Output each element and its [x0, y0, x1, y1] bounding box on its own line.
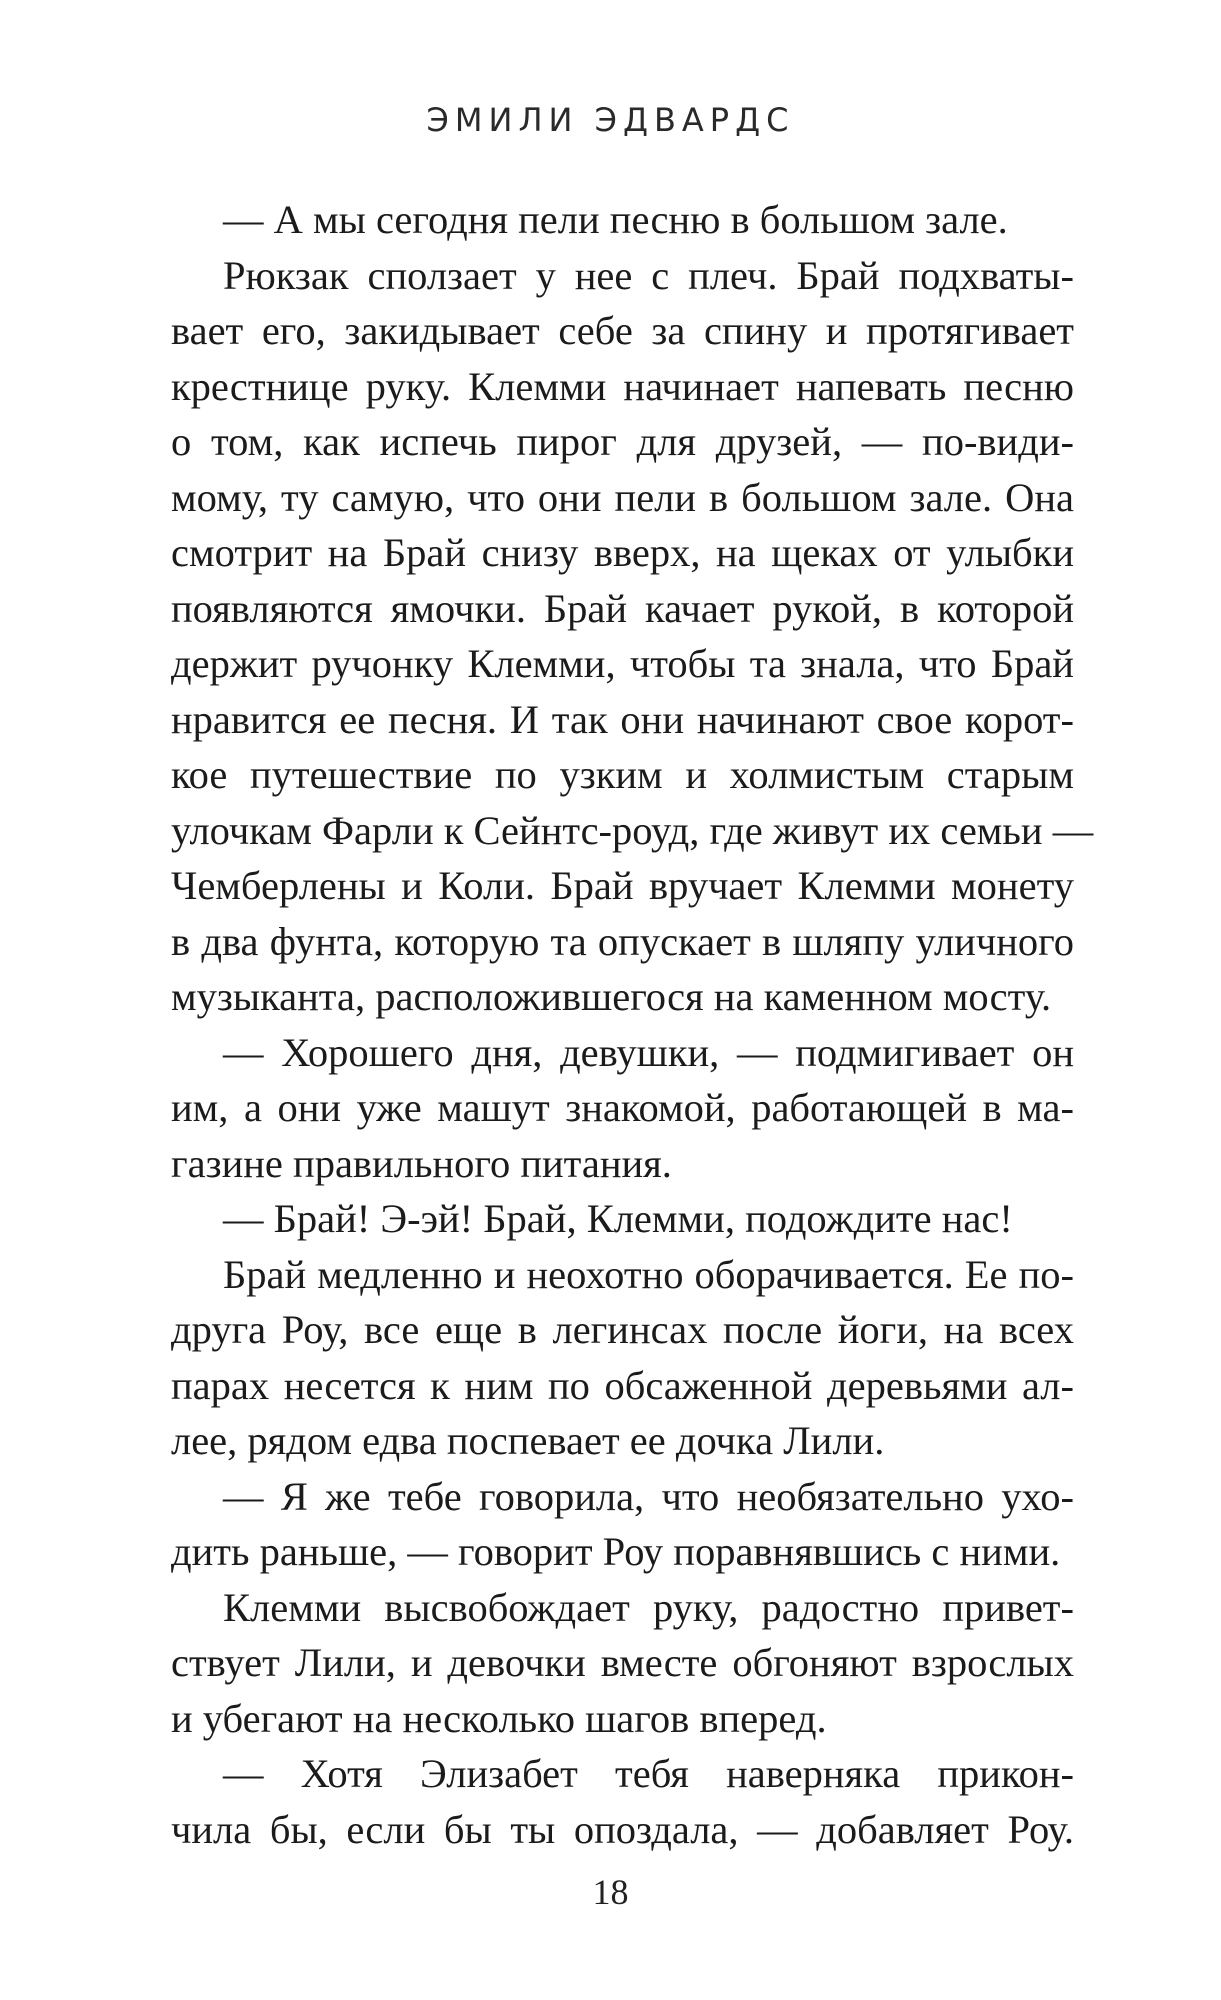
text-line: крестнице руку. Клемми начинает напевать песню — [171, 363, 1074, 409]
text-line: им, а они уже машут знакомой, работающей в ма- — [171, 1085, 1074, 1130]
running-head: ЭМИЛИ ЭДВАРДС — [426, 101, 795, 139]
text-line: мому, ту самую, что они пели в большом зале. Она — [171, 474, 1074, 520]
text-line: чила бы, если бы ты опоздала, — добавляет Роу. — [171, 1806, 1074, 1852]
text-line: дить раньше, — говорит Роу поравнявшись с ними. — [171, 1529, 1061, 1574]
page-number: 18 — [592, 1872, 629, 1912]
text-line: — Хотя Элизабет тебя наверняка прикон- — [223, 1751, 1074, 1796]
text-line: о том, как испечь пирог для друзей, — по-види- — [171, 419, 1074, 464]
text-line: Чемберлены и Коли. Брай вручает Клемми монету — [171, 863, 1074, 908]
text-line: в два фунта, которую та опускает в шляпу уличного — [171, 918, 1074, 964]
text-line: вает его, закидывает себе за спину и протягивает — [171, 308, 1074, 353]
body-text — [171, 192, 1094, 1857]
text-line: Клемми высвобождает руку, радостно привет- — [223, 1584, 1074, 1630]
text-line: — Брай! Э-эй! Брай, Клемми, подождите нас! — [223, 1196, 1013, 1241]
text-line: Брай медленно и неохотно оборачивается. Ее по- — [223, 1251, 1074, 1297]
text-line: кое путешествие по узким и холмистым старым — [171, 752, 1074, 797]
text-line: газине правильного питания. — [171, 1140, 672, 1186]
text-line: и убегают на несколько шагов вперед. — [171, 1695, 827, 1741]
text-line: лее, рядом едва поспевает ее дочка Лили. — [171, 1418, 885, 1463]
text-line: — А мы сегодня пели песню в большом зале. — [223, 197, 1008, 242]
text-line: нравится ее песня. И так они начинают свое корот- — [171, 696, 1074, 742]
text-line: ствует Лили, и девочки вместе обгоняют взрослых — [171, 1640, 1074, 1685]
text-line: — Хорошего дня, девушки, — подмигивает он — [223, 1029, 1074, 1075]
text-line: держит ручонку Клемми, чтобы та знала, что Брай — [171, 641, 1074, 686]
text-line: Рюкзак сползает у нее с плеч. Брай подхваты- — [223, 252, 1074, 298]
text-line: — Я же тебе говорила, что необязательно ухо- — [223, 1473, 1074, 1519]
text-line: музыканта, расположившегося на каменном мосту. — [171, 974, 1052, 1019]
text-line: друга Роу, все еще в легинсах после йоги, на всех — [171, 1307, 1074, 1352]
text-line: улочкам Фарли к Сейнтс-роуд, где живут их семьи — — [171, 807, 1094, 853]
text-line: смотрит на Брай снизу вверх, на щеках от улыбки — [171, 530, 1074, 575]
text-line: появляются ямочки. Брай качает рукой, в которой — [171, 585, 1074, 631]
text-line: парах несется к ним по обсаженной деревьями ал- — [171, 1362, 1074, 1408]
